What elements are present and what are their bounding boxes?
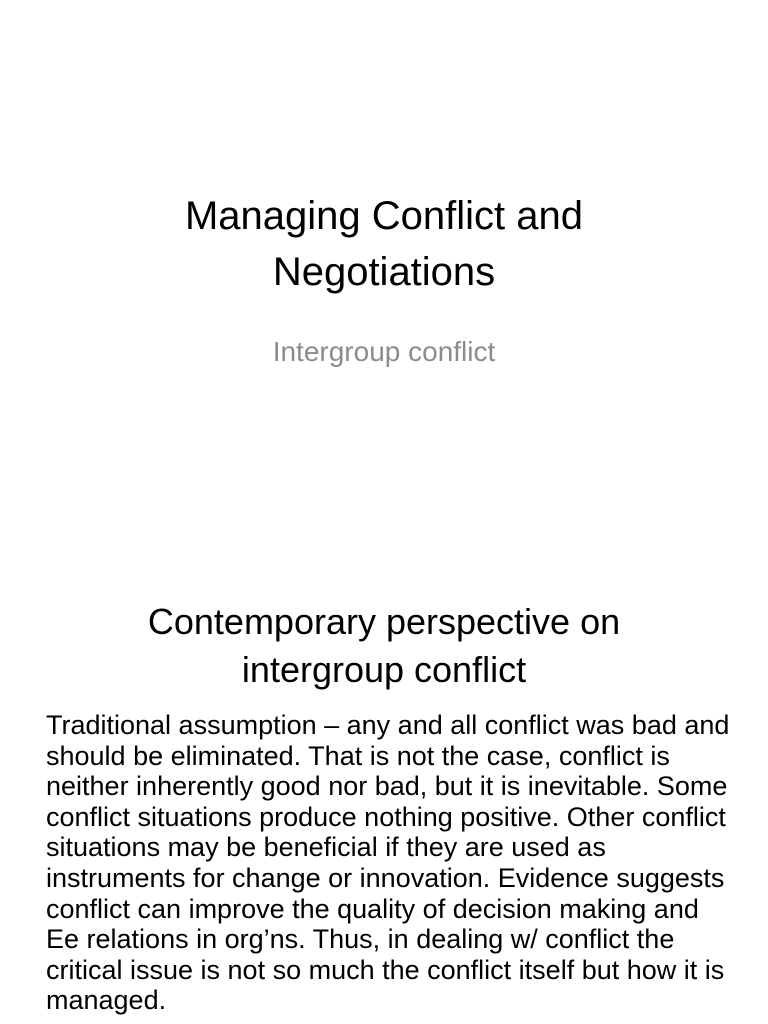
content-slide — [0, 576, 768, 1024]
slide-title — [0, 188, 768, 300]
content-slide-title-line-2: intergroup conflict — [241, 649, 527, 690]
content-slide-title — [0, 598, 768, 694]
content-slide-title-line-1: Contemporary perspective on — [147, 601, 621, 642]
content-slide-body: Traditional assumption – any and all conflict was bad and should be eliminated. That is not the case, conflict is neither inherently good nor bad, but it is inevitable. Some conflict situations produce nothing positive. Other conflict situations may be beneficial if they are used as instruments for change or innovation. Evidence suggests conflict can improve the quality of decision making and Ee relations in org’ns. Thus, in dealing w/ conflict the critical issue is not so much the conflict itself but how it is managed. — [46, 710, 730, 1016]
slide-title-line-1: Managing Conflict and — [184, 194, 584, 238]
slide-title-line-2: Negotiations — [272, 250, 496, 294]
slide-subtitle: Intergroup conflict — [272, 336, 496, 367]
